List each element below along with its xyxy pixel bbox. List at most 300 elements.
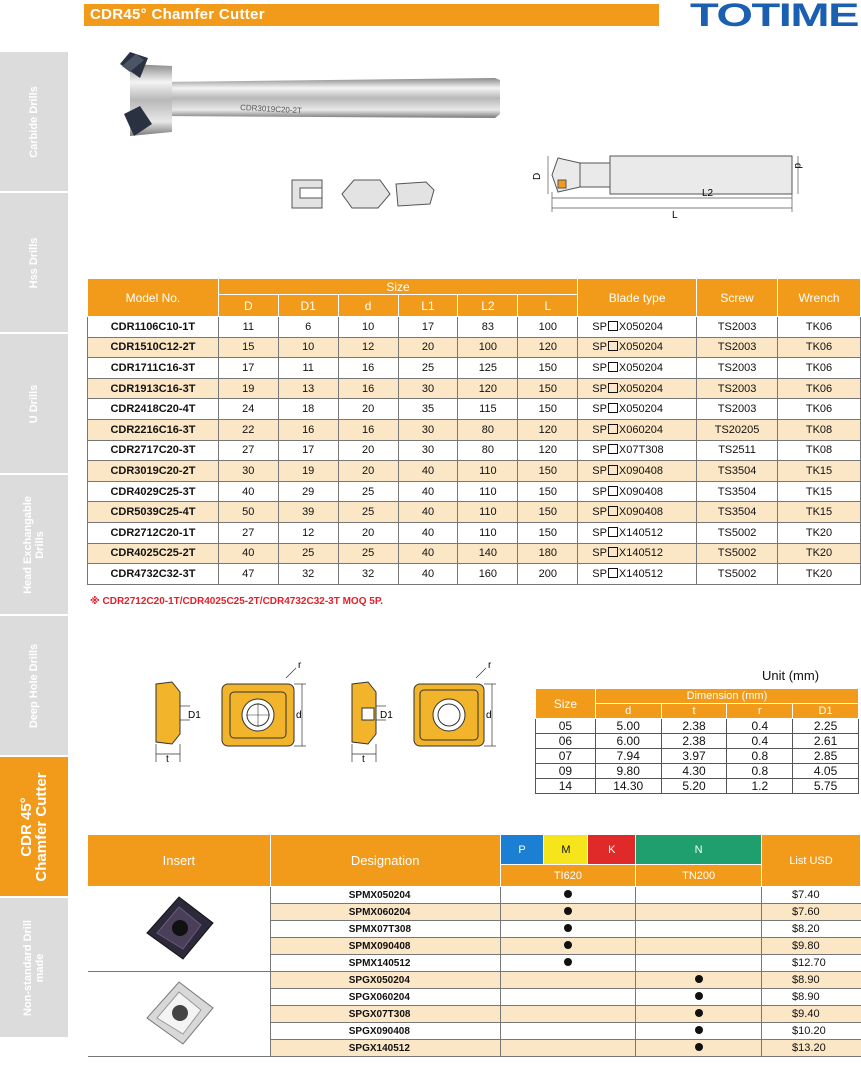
cell-wrench: TK15 — [778, 481, 861, 502]
cell-wrench: TK08 — [778, 419, 861, 440]
cell-model: CDR1913C16-3T — [88, 378, 219, 399]
blade-placeholder-box — [608, 486, 618, 496]
cell-grade-tn200 — [636, 1006, 762, 1023]
dim-cell-r: 0.8 — [727, 764, 793, 779]
diagram-label-L: L — [672, 210, 678, 221]
cell-screw: TS2511 — [697, 440, 778, 461]
diagram-label-D: D — [532, 172, 543, 180]
cell-screw: TS5002 — [697, 543, 778, 564]
cell-price: $7.40 — [762, 887, 861, 904]
spmx-insert-image — [139, 893, 219, 963]
table-row — [88, 399, 861, 420]
cell-L: 200 — [518, 564, 578, 585]
cell-price: $8.90 — [762, 972, 861, 989]
blade-suffix: X140512 — [618, 547, 663, 560]
cell-L: 120 — [518, 419, 578, 440]
col-header-L: L — [518, 295, 578, 317]
cell-price: $8.90 — [762, 989, 861, 1006]
insert-label-t: t — [166, 754, 169, 765]
blade-placeholder-box — [608, 362, 618, 372]
cell-D: 27 — [218, 440, 278, 461]
dim-cell-t: 5.20 — [661, 779, 727, 794]
cell-screw: TS2003 — [697, 317, 778, 338]
table-row — [88, 358, 861, 379]
blade-suffix: X090408 — [618, 506, 663, 519]
spmx-top-view — [222, 660, 306, 746]
table-row — [88, 481, 861, 502]
blade-suffix: X060204 — [618, 423, 663, 436]
cell-D: 22 — [218, 419, 278, 440]
insert-label-D1-2: D1 — [380, 710, 393, 721]
dim-cell-D1: 4.05 — [793, 764, 859, 779]
brand-text: TOTIME — [690, 0, 859, 30]
cell-L2: 125 — [458, 358, 518, 379]
cell-wrench: TK20 — [778, 564, 861, 585]
col-header-blade: Blade type — [578, 279, 697, 317]
cell-grade-ti620 — [500, 887, 636, 904]
cell-grade-tn200 — [636, 972, 762, 989]
insert-image-cell — [88, 887, 271, 972]
dim-cell-D1: 5.75 — [793, 779, 859, 794]
col-header-model: Model No. — [88, 279, 219, 317]
table-row — [88, 887, 861, 904]
cell-grade-ti620 — [500, 1040, 636, 1057]
cell-blade — [578, 419, 697, 440]
cell-L: 150 — [518, 461, 578, 482]
availability-dot-icon — [695, 975, 703, 983]
cell-wrench: TK20 — [778, 522, 861, 543]
cell-D: 40 — [218, 543, 278, 564]
insert-sketches — [290, 176, 440, 212]
table-row — [536, 749, 859, 764]
cell-wrench: TK08 — [778, 440, 861, 461]
blade-placeholder-box — [608, 321, 618, 331]
sidebar-item-carbide-drills[interactable] — [0, 52, 68, 192]
cell-price: $10.20 — [762, 1023, 861, 1040]
dim-col-size: Size — [536, 689, 596, 719]
spgx-top-view — [414, 660, 496, 746]
cell-grade-ti620 — [500, 972, 636, 989]
dim-col-t: t — [661, 704, 727, 719]
table-row — [88, 317, 861, 338]
cell-L2: 80 — [458, 440, 518, 461]
blade-placeholder-box — [608, 383, 618, 393]
insert-label-d-2: d — [486, 710, 492, 721]
unit-label: Unit (mm) — [762, 668, 820, 683]
dim-cell-d: 9.80 — [595, 764, 661, 779]
cell-wrench: TK20 — [778, 543, 861, 564]
cell-designation: SPGX140512 — [270, 1040, 500, 1057]
cell-d: 20 — [338, 461, 398, 482]
grade-p-header: P — [500, 835, 544, 865]
dim-cell-r: 0.8 — [727, 749, 793, 764]
brand-logo — [690, 0, 860, 30]
spmx-side-view — [156, 682, 201, 765]
cell-wrench: TK15 — [778, 461, 861, 482]
table-row — [88, 564, 861, 585]
dim-cell-t: 3.97 — [661, 749, 727, 764]
cell-model: CDR2717C20-3T — [88, 440, 219, 461]
cell-screw: TS20205 — [697, 419, 778, 440]
cell-L1: 40 — [398, 564, 458, 585]
grade2-header: TN200 — [636, 865, 762, 887]
dim-cell-D1: 2.61 — [793, 734, 859, 749]
cell-grade-ti620 — [500, 921, 636, 938]
cell-blade — [578, 564, 697, 585]
cell-D: 50 — [218, 502, 278, 523]
cell-model: CDR1711C16-3T — [88, 358, 219, 379]
cell-L: 120 — [518, 440, 578, 461]
insert-label-d: d — [296, 710, 302, 721]
cell-L: 150 — [518, 358, 578, 379]
availability-dot-icon — [695, 992, 703, 1000]
cell-D1: 32 — [278, 564, 338, 585]
cell-D1: 10 — [278, 337, 338, 358]
tool-dimension-diagram — [530, 148, 810, 228]
blade-prefix: SP — [592, 341, 607, 354]
cell-grade-tn200 — [636, 989, 762, 1006]
cell-model: CDR1106C10-1T — [88, 317, 219, 338]
cell-grade-tn200 — [636, 887, 762, 904]
cell-model: CDR2712C20-1T — [88, 522, 219, 543]
cell-D: 17 — [218, 358, 278, 379]
cell-L2: 115 — [458, 399, 518, 420]
cell-d: 16 — [338, 378, 398, 399]
tool-photo — [100, 44, 510, 144]
cell-D: 30 — [218, 461, 278, 482]
col-header-L1: L1 — [398, 295, 458, 317]
cell-L: 150 — [518, 378, 578, 399]
availability-dot-icon — [564, 907, 572, 915]
cell-L1: 35 — [398, 399, 458, 420]
blade-prefix: SP — [592, 423, 607, 436]
cell-D: 40 — [218, 481, 278, 502]
blade-prefix: SP — [592, 444, 607, 457]
spgx-insert-image — [139, 978, 219, 1048]
insert-price-table — [87, 834, 861, 1057]
spec-table — [87, 278, 861, 585]
cell-D1: 13 — [278, 378, 338, 399]
table-row — [88, 337, 861, 358]
cell-grade-tn200 — [636, 1023, 762, 1040]
cell-designation: SPMX060204 — [270, 904, 500, 921]
cell-designation: SPGX060204 — [270, 989, 500, 1006]
table-row — [88, 972, 861, 989]
blade-suffix: X140512 — [618, 526, 663, 539]
table-row — [88, 461, 861, 482]
cell-blade — [578, 337, 697, 358]
cell-L1: 25 — [398, 358, 458, 379]
cell-D1: 29 — [278, 481, 338, 502]
cell-L: 150 — [518, 481, 578, 502]
blade-placeholder-box — [608, 547, 618, 557]
dim-cell-d: 7.94 — [595, 749, 661, 764]
blade-placeholder-box — [608, 527, 618, 537]
cell-screw: TS3504 — [697, 461, 778, 482]
blade-prefix: SP — [592, 526, 607, 539]
cell-d: 12 — [338, 337, 398, 358]
cell-blade — [578, 543, 697, 564]
cell-L2: 160 — [458, 564, 518, 585]
diagram-label-L2: L2 — [702, 188, 714, 199]
cell-wrench: TK15 — [778, 502, 861, 523]
cell-L1: 30 — [398, 440, 458, 461]
dim-cell-size: 05 — [536, 719, 596, 734]
cell-L1: 40 — [398, 481, 458, 502]
cell-blade — [578, 461, 697, 482]
sidebar-item-head-exchangable-drills[interactable] — [0, 475, 68, 615]
dim-cell-t: 2.38 — [661, 719, 727, 734]
insert-side-sketch-1 — [292, 180, 322, 208]
cell-grade-ti620 — [500, 955, 636, 972]
cell-model: CDR1510C12-2T — [88, 337, 219, 358]
insert-label-t-2: t — [362, 754, 365, 765]
blade-prefix: SP — [592, 464, 607, 477]
blade-placeholder-box — [608, 424, 618, 434]
insert-side-sketch-2 — [342, 180, 390, 208]
cell-grade-ti620 — [500, 1023, 636, 1040]
cell-grade-ti620 — [500, 989, 636, 1006]
grade-k-header: K — [588, 835, 636, 865]
blade-suffix: X140512 — [618, 567, 663, 580]
cell-L1: 40 — [398, 502, 458, 523]
dim-cell-size: 14 — [536, 779, 596, 794]
insert-side-sketch-3 — [396, 182, 434, 206]
cell-model: CDR3019C20-2T — [88, 461, 219, 482]
cell-L1: 20 — [398, 337, 458, 358]
cell-L1: 17 — [398, 317, 458, 338]
table-row — [88, 522, 861, 543]
page-title: CDR45° Chamfer Cutter — [90, 6, 265, 23]
cell-blade — [578, 317, 697, 338]
col-header-screw: Screw — [697, 279, 778, 317]
cell-D: 19 — [218, 378, 278, 399]
dim-cell-d: 14.30 — [595, 779, 661, 794]
availability-dot-icon — [564, 890, 572, 898]
insert-dimension-diagrams — [150, 658, 510, 768]
cell-model: CDR5039C25-4T — [88, 502, 219, 523]
cell-L: 120 — [518, 337, 578, 358]
col-header-L2: L2 — [458, 295, 518, 317]
cell-grade-tn200 — [636, 938, 762, 955]
cell-L2: 110 — [458, 522, 518, 543]
cell-blade — [578, 522, 697, 543]
dim-cell-r: 0.4 — [727, 719, 793, 734]
cell-d: 20 — [338, 399, 398, 420]
sidebar-item-hss-drills[interactable] — [0, 193, 68, 333]
tool-engraving: CDR3019C20-2T — [239, 103, 303, 116]
availability-dot-icon — [695, 1043, 703, 1051]
blade-prefix: SP — [592, 485, 607, 498]
sidebar-item-chamfer-cutter[interactable] — [0, 757, 68, 897]
cell-L: 150 — [518, 502, 578, 523]
sidebar-item-label: CDR 45° Chamfer Cutter — [18, 771, 50, 882]
cell-wrench: TK06 — [778, 399, 861, 420]
blade-placeholder-box — [608, 403, 618, 413]
availability-dot-icon — [564, 958, 572, 966]
cell-L2: 140 — [458, 543, 518, 564]
dim-col-group: Dimension (mm) — [595, 689, 858, 704]
cell-L: 100 — [518, 317, 578, 338]
cell-L: 180 — [518, 543, 578, 564]
cell-d: 16 — [338, 358, 398, 379]
blade-suffix: X050204 — [618, 320, 663, 333]
cell-d: 25 — [338, 502, 398, 523]
blade-placeholder-box — [608, 568, 618, 578]
dim-cell-d: 6.00 — [595, 734, 661, 749]
blade-prefix: SP — [592, 403, 607, 416]
dim-cell-d: 5.00 — [595, 719, 661, 734]
cell-price: $9.80 — [762, 938, 861, 955]
cell-wrench: TK06 — [778, 337, 861, 358]
cell-L1: 30 — [398, 419, 458, 440]
cell-grade-ti620 — [500, 904, 636, 921]
cell-d: 25 — [338, 481, 398, 502]
cell-d: 10 — [338, 317, 398, 338]
table-row — [536, 779, 859, 794]
cell-designation: SPMX07T308 — [270, 921, 500, 938]
dim-cell-size: 09 — [536, 764, 596, 779]
cell-designation: SPMX050204 — [270, 887, 500, 904]
grade1-header: TI620 — [500, 865, 636, 887]
cell-designation: SPMX140512 — [270, 955, 500, 972]
cell-designation: SPGX050204 — [270, 972, 500, 989]
cell-L2: 83 — [458, 317, 518, 338]
cell-d: 25 — [338, 543, 398, 564]
blade-prefix: SP — [592, 382, 607, 395]
cell-L2: 100 — [458, 337, 518, 358]
blade-placeholder-box — [608, 444, 618, 454]
cell-price: $9.40 — [762, 1006, 861, 1023]
sidebar-item-deep-hole-drills[interactable] — [0, 616, 68, 756]
sidebar-item-u-drills[interactable] — [0, 334, 68, 474]
cell-L1: 40 — [398, 522, 458, 543]
cell-blade — [578, 481, 697, 502]
ins-col-price: List USD — [762, 835, 861, 887]
blade-suffix: X090408 — [618, 485, 663, 498]
cell-price: $7.60 — [762, 904, 861, 921]
cell-grade-ti620 — [500, 938, 636, 955]
table-row — [536, 734, 859, 749]
cell-screw: TS5002 — [697, 522, 778, 543]
cell-model: CDR2418C20-4T — [88, 399, 219, 420]
col-header-D1: D1 — [278, 295, 338, 317]
blade-placeholder-box — [608, 465, 618, 475]
dim-cell-t: 4.30 — [661, 764, 727, 779]
cell-D1: 18 — [278, 399, 338, 420]
grade-n-header: N — [636, 835, 762, 865]
cell-grade-ti620 — [500, 1006, 636, 1023]
table-row — [88, 440, 861, 461]
cell-screw: TS3504 — [697, 481, 778, 502]
cell-D: 47 — [218, 564, 278, 585]
blade-suffix: X050204 — [618, 403, 663, 416]
table-row — [88, 543, 861, 564]
blade-placeholder-box — [608, 506, 618, 516]
cell-D1: 17 — [278, 440, 338, 461]
cell-screw: TS5002 — [697, 564, 778, 585]
blade-prefix: SP — [592, 567, 607, 580]
cell-L2: 110 — [458, 461, 518, 482]
cell-D1: 11 — [278, 358, 338, 379]
sidebar-item-non-standard[interactable] — [0, 898, 68, 1038]
cell-wrench: TK06 — [778, 317, 861, 338]
table-row — [536, 764, 859, 779]
cell-D1: 16 — [278, 419, 338, 440]
blade-suffix: X07T308 — [618, 444, 664, 457]
dim-col-D1: D1 — [793, 704, 859, 719]
cell-model: CDR4732C32-3T — [88, 564, 219, 585]
availability-dot-icon — [564, 941, 572, 949]
cell-D1: 6 — [278, 317, 338, 338]
cell-blade — [578, 440, 697, 461]
blade-prefix: SP — [592, 320, 607, 333]
table-row — [88, 378, 861, 399]
cell-screw: TS3504 — [697, 502, 778, 523]
blade-suffix: X050204 — [618, 361, 663, 374]
table-row — [536, 719, 859, 734]
blade-suffix: X050204 — [618, 341, 663, 354]
blade-prefix: SP — [592, 361, 607, 374]
col-header-size: Size — [218, 279, 577, 295]
table-row — [88, 419, 861, 440]
cell-d: 20 — [338, 522, 398, 543]
dim-col-d: d — [595, 704, 661, 719]
cell-grade-tn200 — [636, 904, 762, 921]
blade-placeholder-box — [608, 341, 618, 351]
cell-wrench: TK06 — [778, 358, 861, 379]
diagram-label-d: d — [792, 163, 803, 169]
col-header-d: d — [338, 295, 398, 317]
dim-cell-D1: 2.85 — [793, 749, 859, 764]
cell-screw: TS2003 — [697, 399, 778, 420]
sidebar-item-label: Deep Hole Drills — [28, 643, 40, 728]
cell-screw: TS2003 — [697, 337, 778, 358]
sidebar-item-label: Carbide Drills — [28, 85, 40, 158]
spgx-side-view — [352, 682, 393, 765]
dim-cell-D1: 2.25 — [793, 719, 859, 734]
cell-D1: 12 — [278, 522, 338, 543]
cell-L2: 80 — [458, 419, 518, 440]
cell-L2: 120 — [458, 378, 518, 399]
grade-m-header: M — [544, 835, 588, 865]
cell-D1: 19 — [278, 461, 338, 482]
dimension-table — [535, 688, 859, 794]
cell-L2: 110 — [458, 481, 518, 502]
cell-blade — [578, 399, 697, 420]
sidebar-item-label: Non-standard Drill made — [22, 919, 46, 1016]
cell-D1: 39 — [278, 502, 338, 523]
cell-designation: SPGX07T308 — [270, 1006, 500, 1023]
cell-blade — [578, 358, 697, 379]
availability-dot-icon — [695, 1009, 703, 1017]
cell-L1: 40 — [398, 543, 458, 564]
blade-suffix: X050204 — [618, 382, 663, 395]
cell-model: CDR2216C16-3T — [88, 419, 219, 440]
cell-wrench: TK06 — [778, 378, 861, 399]
cell-d: 16 — [338, 419, 398, 440]
ins-col-designation: Designation — [270, 835, 500, 887]
cell-screw: TS2003 — [697, 378, 778, 399]
cell-screw: TS2003 — [697, 358, 778, 379]
insert-image-cell — [88, 972, 271, 1057]
cell-D: 27 — [218, 522, 278, 543]
cell-L1: 30 — [398, 378, 458, 399]
cell-D: 15 — [218, 337, 278, 358]
sidebar-item-label: U Drills — [28, 384, 40, 423]
cell-model: CDR4025C25-2T — [88, 543, 219, 564]
cell-D: 24 — [218, 399, 278, 420]
